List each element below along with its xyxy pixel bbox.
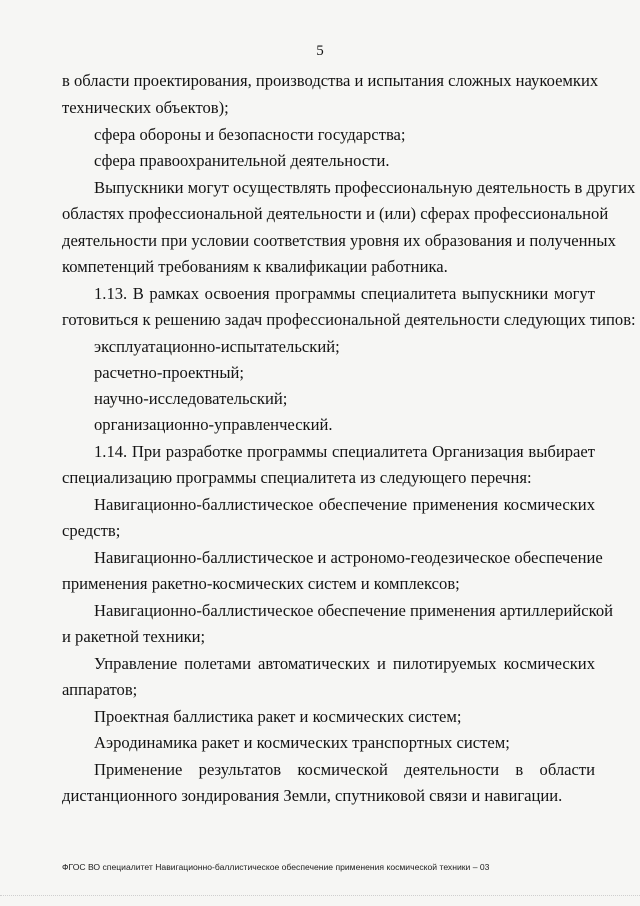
text-line: готовиться к решению задач профессиональной деятельности следующих типов: (62, 310, 636, 329)
text-line: технических объектов); (62, 98, 229, 117)
text-line: Выпускники могут осуществлять профессиональную деятельность в других (94, 178, 636, 197)
footer: ФГОС ВО специалитет Навигационно-баллистическое обеспечение применения космической техники – 03 (62, 862, 490, 872)
list-item: расчетно-проектный; (94, 363, 245, 382)
list-item: организационно-управленческий. (94, 415, 333, 434)
list-item: научно-исследовательский; (94, 389, 288, 408)
text-line: Применение результатов космической деятельности в области (94, 760, 595, 779)
text-line: применения ракетно-космических систем и комплексов; (62, 574, 460, 593)
text-line: и ракетной техники; (62, 627, 206, 646)
text-line: аппаратов; (62, 680, 138, 699)
text-line: компетенций требованиям к квалификации работника. (62, 257, 448, 276)
text-line: средств; (62, 521, 121, 540)
list-item: сфера обороны и безопасности государства; (94, 125, 406, 144)
page-number: 5 (316, 43, 324, 59)
text-line: 1.13. В рамках освоения программы специалитета выпускники могут (94, 284, 595, 303)
specialization-5: Проектная баллистика ракет и космических систем; (94, 707, 462, 726)
text-line: специализацию программы специалитета из следующего перечня: (62, 468, 532, 487)
list-item: эксплуатационно-испытательский; (94, 337, 340, 356)
text-line: Навигационно-баллистическое и астрономо-геодезическое обеспечение (94, 548, 603, 567)
text-line: дистанционного зондирования Земли, спутниковой связи и навигации. (62, 786, 563, 805)
text-line: в области проектирования, производства и испытания сложных наукоемких (62, 71, 599, 90)
list-item: сфера правоохранительной деятельности. (94, 151, 390, 170)
text-line: областях профессиональной деятельности и (или) сферах профессиональной (62, 204, 609, 223)
specialization-6: Аэродинамика ракет и космических транспортных систем; (94, 733, 510, 752)
text-line: деятельности при условии соответствия уровня их образования и полученных (62, 231, 616, 250)
text-line: 1.14. При разработке программы специалитета Организация выбирает (94, 442, 595, 461)
text-line: Навигационно-баллистическое обеспечение применения артиллерийской (94, 601, 613, 620)
page-edge-divider (0, 895, 640, 906)
text-line: Навигационно-баллистическое обеспечение применения космических (94, 495, 595, 514)
text-line: Управление полетами автоматических и пилотируемых космических (94, 654, 595, 673)
